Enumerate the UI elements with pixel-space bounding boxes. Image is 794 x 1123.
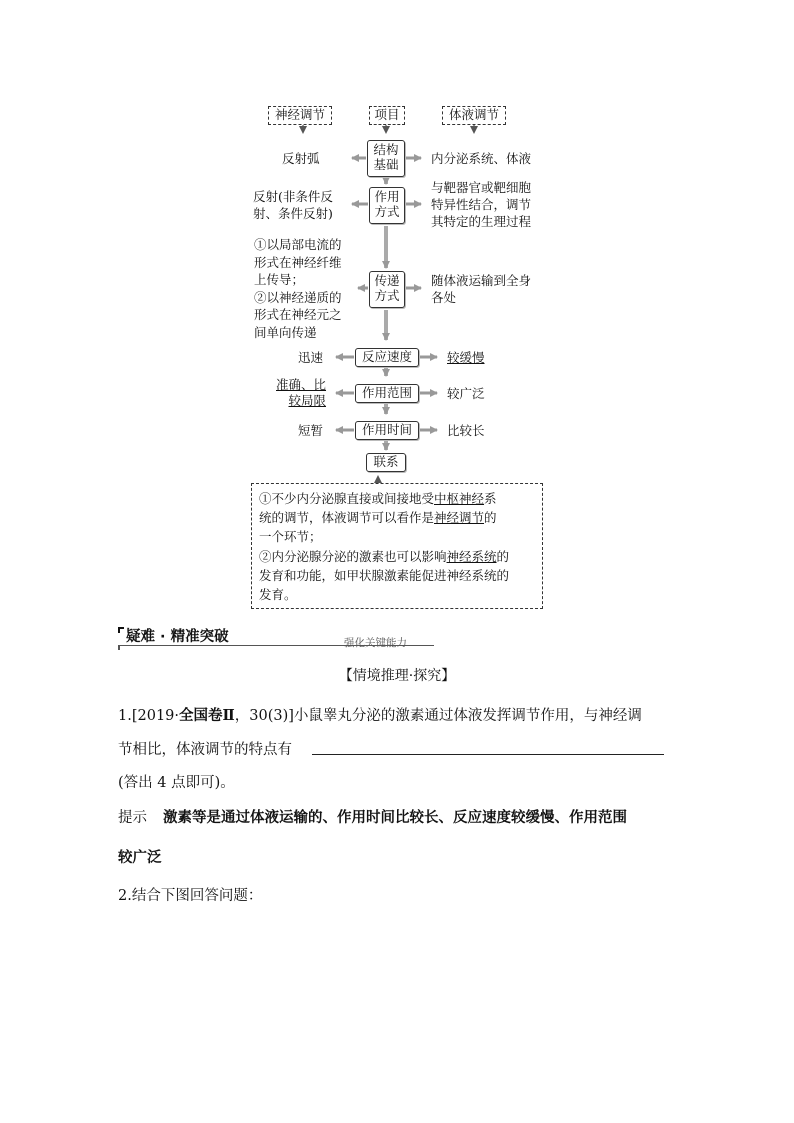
humoral-transmission: 随体液运输到全身 各处 (431, 273, 532, 305)
link-line-4: ②内分泌腺分泌的激素也可以影响神经系统的 (259, 548, 510, 564)
item-transmission-mode: 传递 方式 (369, 271, 405, 308)
link-line-1: ①不少内分泌腺直接或间接地受中枢神经系 (259, 491, 497, 506)
humoral-range: 较广泛 (447, 386, 485, 401)
item-response-speed: 反应速度 (355, 348, 419, 367)
q1-hint-line2: 较广泛 (118, 849, 162, 866)
link-line-5: 发育和功能，如甲状腺激素能促进神经系统的 (259, 567, 510, 583)
humoral-speed: 较缓慢 (447, 350, 485, 365)
section-title: 疑难 · 精准突破 (126, 629, 229, 645)
link-line-2: 统的调节，体液调节可以看作是神经调节的 (259, 510, 497, 526)
section-corner-icon (118, 627, 124, 633)
link-description-box (251, 483, 543, 609)
item-structure-basis: 结构 基础 (367, 140, 405, 177)
header-humoral: 体液调节 (442, 106, 506, 125)
neural-transmission: ①以局部电流的 形式在神经纤维 上传导； ②以神经递质的 形式在神经元之 间单向传递 (254, 237, 342, 340)
q2-text: 2.结合下图回答问题： (118, 888, 263, 904)
item-link: 联系 (366, 453, 406, 472)
item-action-mode: 作用 方式 (369, 187, 405, 224)
neural-speed: 迅速 (298, 350, 324, 365)
neural-action-mode: 反射(非条件反 射、条件反射) (253, 189, 333, 221)
q1-hint-line1: 提示 激素等是通过体液运输的、作用时间比较长、反应速度较缓慢、作用范围 (118, 809, 627, 826)
q1-answer-blank[interactable] (312, 754, 664, 755)
header-neural: 神经调节 (268, 106, 332, 125)
section-rule-tick (118, 646, 120, 650)
q1-line3: (答出 4 点即可)。 (118, 775, 235, 791)
link-line-3: 一个环节； (259, 529, 322, 545)
humoral-duration: 比较长 (447, 423, 485, 438)
link-line-6: 发育。 (259, 587, 297, 603)
subheading: 【情境推理·探究】 (338, 668, 456, 684)
humoral-structure: 内分泌系统、体液 (431, 151, 532, 166)
neural-duration: 短暂 (298, 423, 324, 438)
section-subtitle: 强化关键能力 (344, 637, 407, 649)
header-item: 项目 (369, 106, 405, 125)
q1-line2: 节相比，体液调节的特点有 (118, 742, 292, 758)
item-action-duration: 作用时间 (355, 421, 419, 440)
humoral-action-mode: 与靶器官或靶细胞 特异性结合，调节 其特定的生理过程 (431, 180, 532, 229)
item-action-range: 作用范围 (355, 384, 419, 403)
neural-range: 准确、比 较局限 (276, 377, 327, 408)
q1-line1: 1.[2019·全国卷Ⅱ，30(3)]小鼠睾丸分泌的激素通过体液发挥调节作用，与神经调 (118, 707, 642, 724)
section-header (118, 624, 434, 650)
neural-structure: 反射弧 (282, 151, 320, 166)
